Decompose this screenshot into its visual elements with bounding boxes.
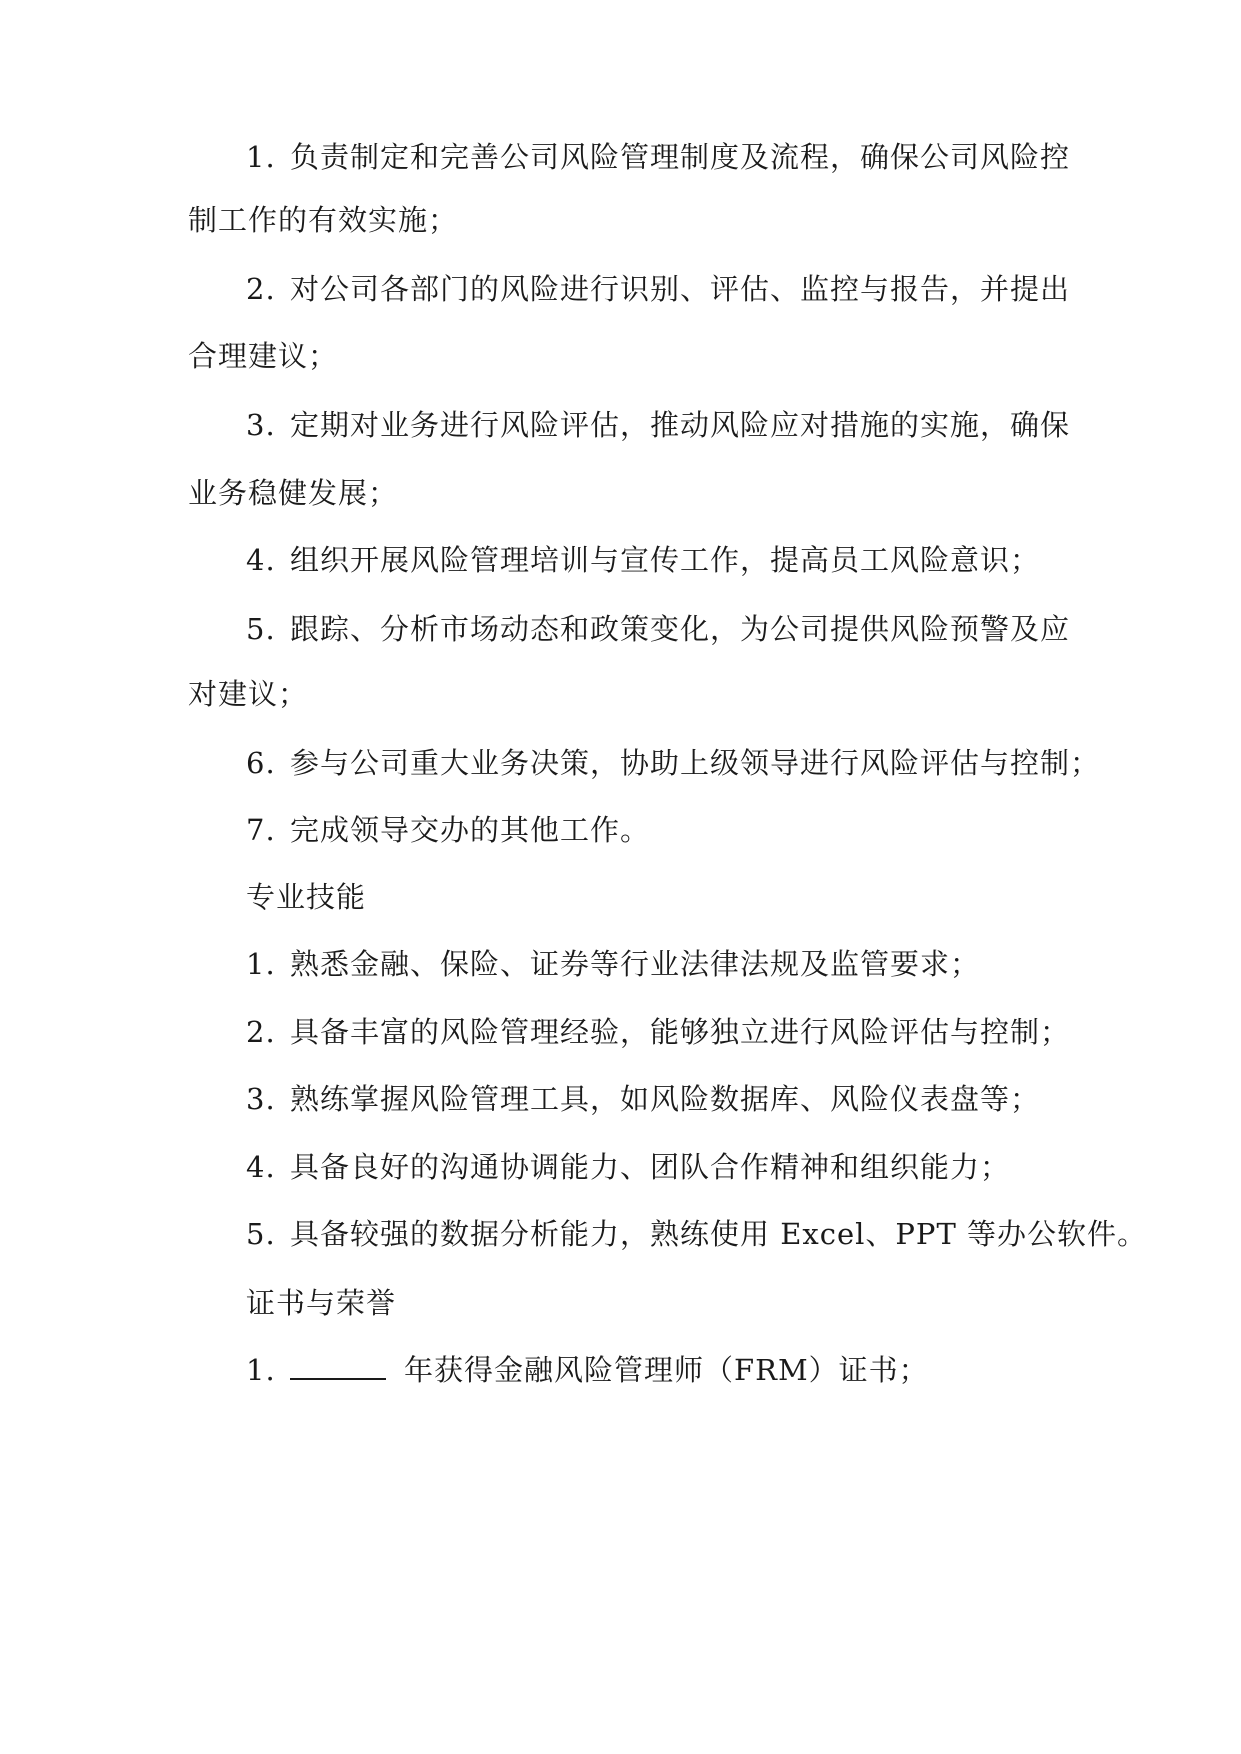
- list-number: 5.: [246, 1217, 276, 1251]
- list-text: 负责制定和完善公司风险管理制度及流程，确保公司风险控: [290, 140, 1071, 174]
- list-number: 1.: [246, 140, 276, 174]
- duty-item-2-continuation: 合理建议；: [188, 339, 339, 373]
- duty-item-4: [246, 542, 1040, 578]
- duty-item-7: [246, 812, 650, 848]
- list-text: 具备良好的沟通协调能力、团队合作精神和组织能力；: [290, 1150, 1011, 1184]
- duty-item-1-continuation: 制工作的有效实施；: [188, 203, 459, 237]
- list-text: 具备较强的数据分析能力，熟练使用 Excel、PPT 等办公软件。: [290, 1217, 1148, 1251]
- fill-in-blank: [290, 1352, 386, 1380]
- list-number: 4.: [246, 543, 276, 577]
- skill-item-5: [246, 1216, 1147, 1252]
- list-number: 7.: [246, 813, 276, 847]
- list-text: 具备丰富的风险管理经验，能够独立进行风险评估与控制；: [290, 1015, 1071, 1049]
- skill-item-1: [246, 946, 980, 982]
- skill-item-3: [246, 1081, 1040, 1117]
- list-text: 参与公司重大业务决策，协助上级领导进行风险评估与控制；: [290, 746, 1101, 780]
- skill-item-4: [246, 1149, 1010, 1185]
- list-text: 对公司各部门的风险进行识别、评估、监控与报告，并提出: [290, 272, 1071, 306]
- list-text: 定期对业务进行风险评估，推动风险应对措施的实施，确保: [290, 408, 1071, 442]
- list-text: 年获得金融风险管理师（FRM）证书；: [404, 1353, 929, 1387]
- list-number: 3.: [246, 1082, 276, 1116]
- skill-item-2: [246, 1014, 1070, 1050]
- section-heading-certs: 证书与荣誉: [246, 1286, 397, 1320]
- list-text: 组织开展风险管理培训与宣传工作，提高员工风险意识；: [290, 543, 1041, 577]
- duty-item-5: [246, 611, 1070, 647]
- list-number: 1.: [246, 1353, 276, 1387]
- list-number: 2.: [246, 1015, 276, 1049]
- section-heading-skills: 专业技能: [246, 880, 367, 914]
- list-number: 5.: [246, 612, 276, 646]
- list-number: 2.: [246, 272, 276, 306]
- duty-item-3-continuation: 业务稳健发展；: [188, 476, 399, 510]
- cert-item-1: [246, 1352, 929, 1388]
- list-text: 熟练掌握风险管理工具，如风险数据库、风险仪表盘等；: [290, 1082, 1041, 1116]
- list-number: 4.: [246, 1150, 276, 1184]
- list-text: 熟悉金融、保险、证券等行业法律法规及监管要求；: [290, 947, 981, 981]
- list-text: 完成领导交办的其他工作。: [290, 813, 651, 847]
- duty-item-5-continuation: 对建议；: [188, 677, 309, 711]
- duty-item-6: [246, 745, 1100, 781]
- duty-item-1: [246, 139, 1070, 175]
- list-text: 跟踪、分析市场动态和政策变化，为公司提供风险预警及应: [290, 612, 1071, 646]
- list-number: 3.: [246, 408, 276, 442]
- list-number: 1.: [246, 947, 276, 981]
- list-number: 6.: [246, 746, 276, 780]
- duty-item-2: [246, 271, 1070, 307]
- duty-item-3: [246, 407, 1070, 443]
